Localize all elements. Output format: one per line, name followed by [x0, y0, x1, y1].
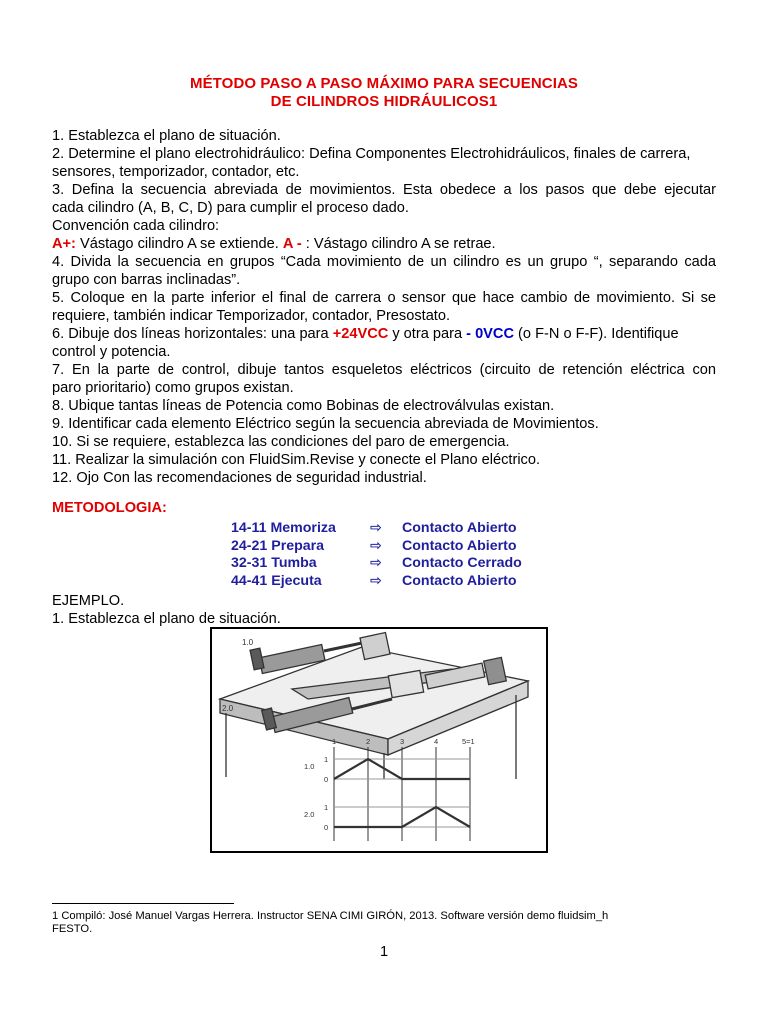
step-2-line-2: sensores, temporizador, contador, etc. — [52, 164, 300, 180]
level-label: 1 — [324, 803, 329, 812]
methodology-row — [0, 573, 768, 591]
methodology-heading: METODOLOGIA: — [52, 500, 167, 516]
footnote-separator — [52, 903, 234, 904]
page-number: 1 — [379, 944, 389, 960]
a-plus-text: Vástago cilindro A se extiende. — [75, 236, 283, 252]
contact-type: Contacto Abierto — [402, 520, 517, 536]
step-7-line-2: paro prioritario) como grupos existan. — [52, 380, 294, 396]
step-6-line-2: control y potencia. — [52, 344, 171, 360]
step-4-line-2: grupo con barras inclinadas”. — [52, 272, 241, 288]
document-title-line-1: MÉTODO PASO A PASO MÁXIMO PARA SECUENCIAS — [189, 75, 579, 92]
step-2-line-1: 2. Determine el plano electrohidráulico: Defina Componentes Electrohidráulicos, finales de carrera, — [52, 146, 691, 162]
methodology-row — [0, 520, 768, 538]
methodology-row — [0, 538, 768, 556]
step-10: 10. Si se requiere, establezca las condiciones del paro de emergencia. — [52, 434, 510, 450]
diagram-step-label: 3 — [400, 737, 405, 746]
cylinder-1-cap — [250, 648, 264, 670]
row-2-label: 2.0 — [304, 810, 315, 819]
level-label: 0 — [324, 775, 329, 784]
cylinder-1-label: 1.0 — [242, 638, 254, 647]
level-label: 0 — [324, 823, 329, 832]
diagram-step-label: 1 — [332, 737, 337, 746]
step-7-line-1: 7. En la parte de control, dibuje tantos esqueletos eléctricos (circuito de retención eléctrica con — [52, 362, 716, 378]
arrow-right-icon: ⇨ — [370, 538, 382, 554]
example-section — [52, 592, 716, 628]
contact-type: Contacto Abierto — [402, 573, 517, 589]
example-step-1: 1. Establezca el plano de situación. — [52, 611, 281, 627]
methodology-row — [0, 555, 768, 573]
situation-plan-drawing — [212, 629, 546, 851]
step-6-post: (o F-N o F-F). Identifique — [514, 326, 679, 342]
voltage-24vcc: +24VCC — [332, 326, 389, 342]
diagram-step-label: 5=1 — [462, 737, 475, 746]
footnote-line-1: 1 Compiló: José Manuel Vargas Herrera. Instructor SENA CIMI GIRÓN, 2013. Software versión demo fluidsim_h — [52, 910, 609, 922]
step-9: 9. Identificar cada elemento Eléctrico según la secuencia abreviada de Movimientos. — [52, 416, 599, 432]
situation-plan-figure — [210, 627, 548, 853]
diagram-step-label: 4 — [434, 737, 439, 746]
step-8: 8. Ubique tantas líneas de Potencia como Bobinas de electroválvulas existan. — [52, 398, 555, 414]
a-plus-label: A+: — [52, 236, 76, 252]
footnote — [52, 910, 712, 936]
workpiece — [388, 670, 423, 697]
step-11: 11. Realizar la simulación con FluidSim.Revise y conecte el Plano eléctrico. — [52, 452, 541, 468]
step-6-pre: 6. Dibuje dos líneas horizontales: una para — [52, 326, 333, 342]
convention-heading: Convención cada cilindro: — [52, 218, 220, 234]
step-5-line-1: 5. Coloque en la parte inferior el final de carrera o sensor que hace cambio de movimiento. Si se — [52, 290, 716, 306]
contact-type: Contacto Abierto — [402, 538, 517, 554]
a-minus-text: : Vástago cilindro A se retrae. — [305, 236, 496, 252]
steps-list — [52, 127, 716, 487]
step-6-mid: y otra para — [388, 326, 467, 342]
step-3-line-1: 3. Defina la secuencia abreviada de movimientos. Esta obedece a los pasos que debe ejecutar — [52, 182, 716, 198]
contact-code: 44-41 Ejecuta — [231, 573, 322, 589]
displacement-step-diagram — [334, 747, 470, 841]
voltage-0vcc: - 0VCC — [466, 326, 514, 342]
contact-code: 14-11 Memoriza — [231, 520, 336, 536]
step-12: 12. Ojo Con las recomendaciones de seguridad industrial. — [52, 470, 427, 486]
contact-code: 32-31 Tumba — [231, 555, 317, 571]
row-1-label: 1.0 — [304, 762, 315, 771]
document-title-line-2: DE CILINDROS HIDRÁULICOS1 — [270, 93, 498, 110]
arrow-right-icon: ⇨ — [370, 520, 382, 536]
step-4-line-1: 4. Divida la secuencia en grupos “Cada movimiento de un cilindro es un grupo “, separando cada — [52, 254, 716, 270]
step-6-line-1 — [52, 325, 716, 343]
diagram-step-label: 2 — [366, 737, 371, 746]
clamp-block — [360, 633, 390, 660]
step-3-line-2: cada cilindro (A, B, C, D) para cumplir el proceso dado. — [52, 200, 409, 216]
contact-code: 24-21 Prepara — [231, 538, 325, 554]
example-heading: EJEMPLO. — [52, 593, 125, 609]
a-minus-label: A - — [282, 236, 306, 252]
arrow-right-icon: ⇨ — [370, 573, 382, 589]
level-label: 1 — [324, 755, 329, 764]
footnote-line-2: FESTO. — [52, 923, 93, 935]
convention-line — [52, 235, 716, 253]
cylinder-2-label: 2.0 — [222, 704, 234, 713]
step-5-line-2: requiere, también indicar Temporizador, contador, Presostato. — [52, 308, 451, 324]
step-1: 1. Establezca el plano de situación. — [52, 128, 281, 144]
arrow-right-icon: ⇨ — [370, 555, 382, 571]
contact-type: Contacto Cerrado — [402, 555, 522, 571]
